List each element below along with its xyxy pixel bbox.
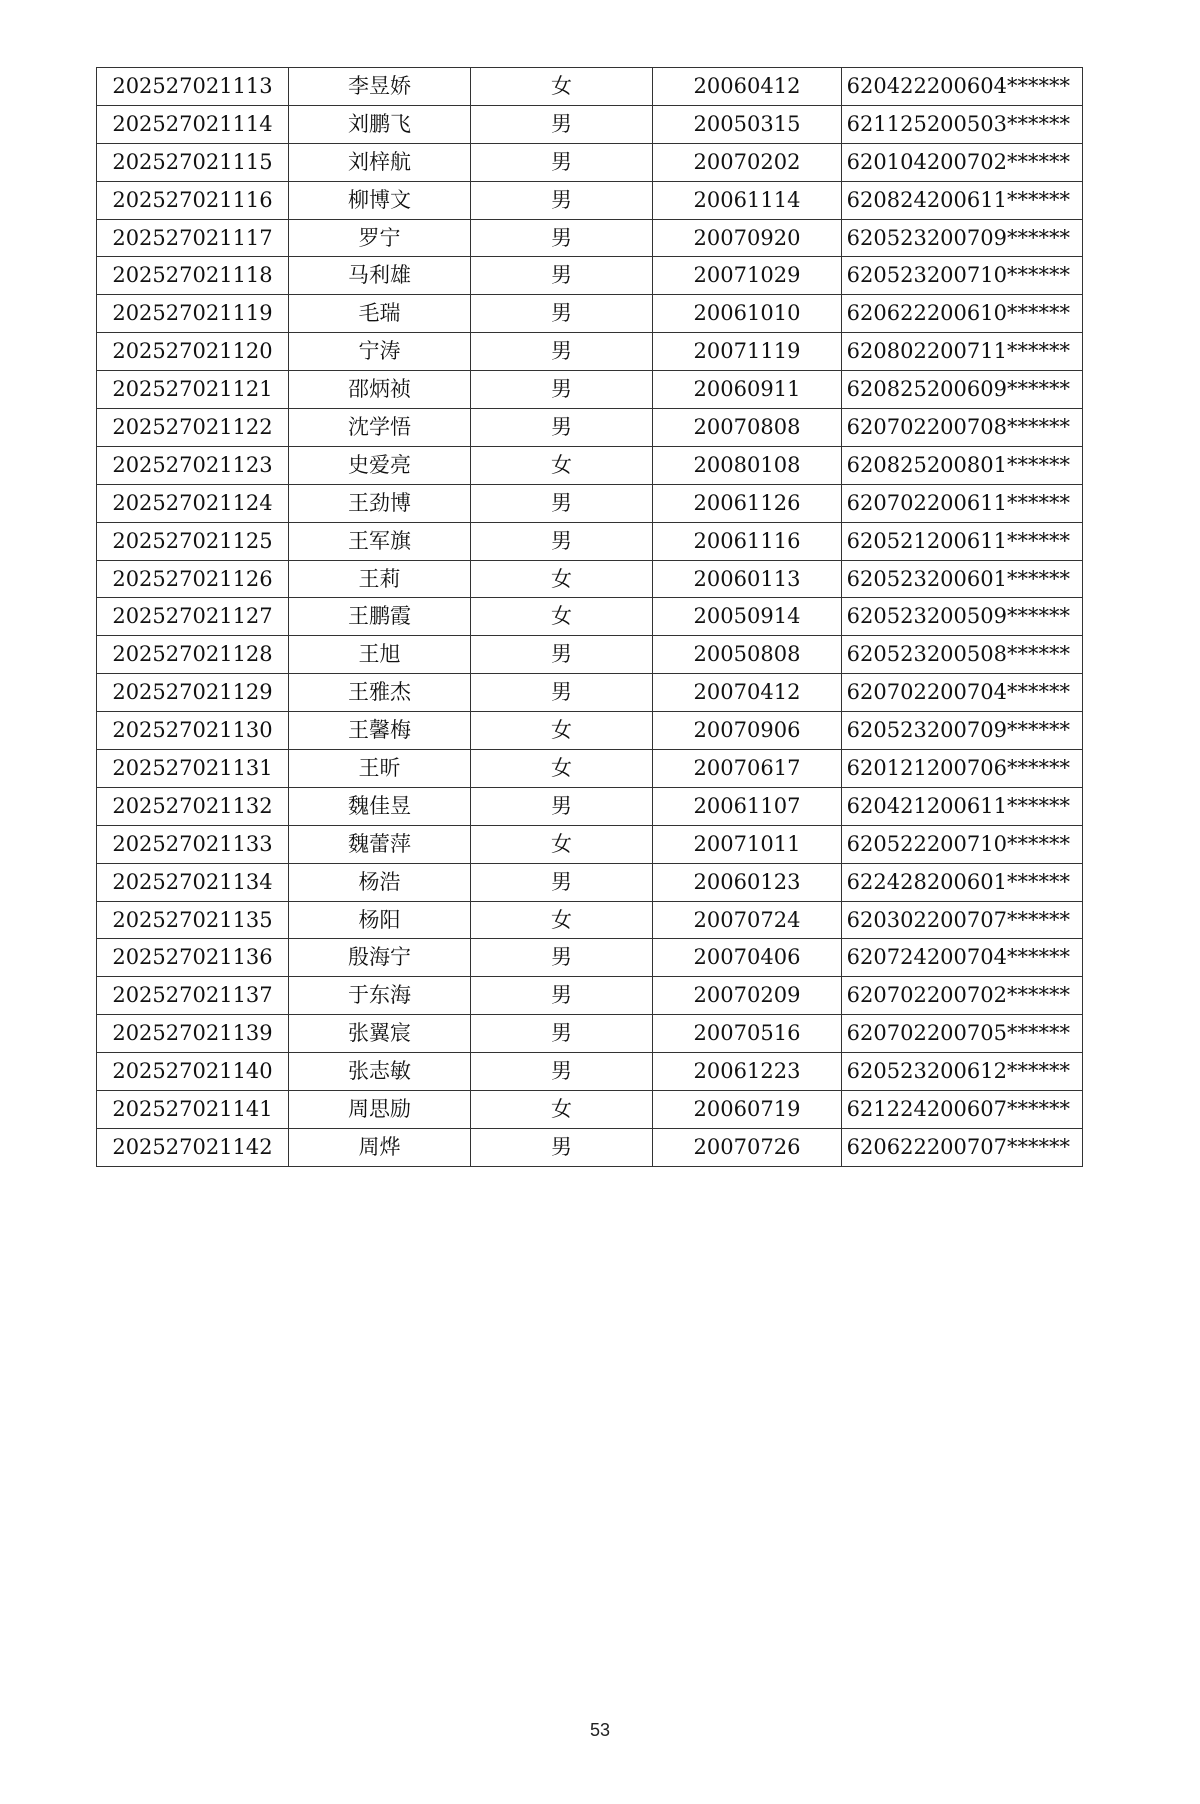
cell-name: 魏蕾萍 (289, 825, 471, 863)
cell-name: 张志敏 (289, 1053, 471, 1091)
table-row (97, 484, 1083, 522)
table-row (97, 787, 1083, 825)
cell-exam-number: 202527021142 (97, 1128, 289, 1166)
cell-exam-number: 202527021124 (97, 484, 289, 522)
cell-id-number: 620702200611****** (842, 484, 1083, 522)
table-row (97, 825, 1083, 863)
cell-birth-date: 20070202 (653, 143, 842, 181)
cell-exam-number: 202527021121 (97, 371, 289, 409)
cell-birth-date: 20050315 (653, 105, 842, 143)
cell-birth-date: 20060123 (653, 863, 842, 901)
cell-gender: 男 (471, 257, 653, 295)
table-row (97, 257, 1083, 295)
cell-id-number: 620523200710****** (842, 257, 1083, 295)
cell-id-number: 620622200610****** (842, 295, 1083, 333)
cell-exam-number: 202527021117 (97, 219, 289, 257)
cell-id-number: 620104200702****** (842, 143, 1083, 181)
cell-name: 马利雄 (289, 257, 471, 295)
cell-id-number: 620702200704****** (842, 674, 1083, 712)
cell-id-number: 620421200611****** (842, 787, 1083, 825)
cell-birth-date: 20060911 (653, 371, 842, 409)
cell-name: 王馨梅 (289, 712, 471, 750)
cell-id-number: 620702200705****** (842, 1015, 1083, 1053)
cell-exam-number: 202527021122 (97, 409, 289, 447)
cell-birth-date: 20060412 (653, 68, 842, 106)
cell-exam-number: 202527021127 (97, 598, 289, 636)
cell-gender: 女 (471, 598, 653, 636)
table-row (97, 863, 1083, 901)
table-row (97, 674, 1083, 712)
table-row (97, 1128, 1083, 1166)
cell-gender: 男 (471, 1128, 653, 1166)
cell-id-number: 620523200508****** (842, 636, 1083, 674)
table-row (97, 181, 1083, 219)
cell-birth-date: 20070906 (653, 712, 842, 750)
roster-table (96, 67, 1083, 1167)
cell-birth-date: 20071029 (653, 257, 842, 295)
cell-gender: 男 (471, 143, 653, 181)
table-row (97, 1091, 1083, 1129)
cell-id-number: 620802200711****** (842, 333, 1083, 371)
table-row (97, 446, 1083, 484)
cell-birth-date: 20071011 (653, 825, 842, 863)
cell-gender: 男 (471, 333, 653, 371)
cell-birth-date: 20070412 (653, 674, 842, 712)
table-row (97, 219, 1083, 257)
cell-id-number: 622428200601****** (842, 863, 1083, 901)
cell-birth-date: 20050808 (653, 636, 842, 674)
cell-id-number: 620523200509****** (842, 598, 1083, 636)
cell-id-number: 620523200709****** (842, 712, 1083, 750)
cell-exam-number: 202527021119 (97, 295, 289, 333)
cell-name: 毛瑞 (289, 295, 471, 333)
cell-exam-number: 202527021137 (97, 977, 289, 1015)
cell-exam-number: 202527021123 (97, 446, 289, 484)
cell-name: 沈学悟 (289, 409, 471, 447)
cell-gender: 男 (471, 522, 653, 560)
table-row (97, 901, 1083, 939)
cell-gender: 男 (471, 636, 653, 674)
cell-exam-number: 202527021125 (97, 522, 289, 560)
cell-birth-date: 20070209 (653, 977, 842, 1015)
cell-birth-date: 20060113 (653, 560, 842, 598)
cell-id-number: 620622200707****** (842, 1128, 1083, 1166)
cell-gender: 男 (471, 977, 653, 1015)
cell-exam-number: 202527021120 (97, 333, 289, 371)
page-number: 53 (589, 1720, 611, 1740)
cell-name: 王军旗 (289, 522, 471, 560)
cell-id-number: 620523200709****** (842, 219, 1083, 257)
cell-id-number: 620422200604****** (842, 68, 1083, 106)
cell-exam-number: 202527021130 (97, 712, 289, 750)
cell-id-number: 620522200710****** (842, 825, 1083, 863)
cell-birth-date: 20070724 (653, 901, 842, 939)
cell-exam-number: 202527021134 (97, 863, 289, 901)
cell-exam-number: 202527021135 (97, 901, 289, 939)
cell-gender: 男 (471, 863, 653, 901)
cell-birth-date: 20070516 (653, 1015, 842, 1053)
cell-id-number: 620825200801****** (842, 446, 1083, 484)
table-row (97, 409, 1083, 447)
cell-gender: 女 (471, 825, 653, 863)
table-row (97, 522, 1083, 560)
roster-table-body (97, 68, 1083, 1167)
cell-name: 王雅杰 (289, 674, 471, 712)
cell-id-number: 620702200708****** (842, 409, 1083, 447)
cell-birth-date: 20071119 (653, 333, 842, 371)
table-row (97, 977, 1083, 1015)
cell-birth-date: 20061223 (653, 1053, 842, 1091)
cell-exam-number: 202527021136 (97, 939, 289, 977)
cell-id-number: 621125200503****** (842, 105, 1083, 143)
cell-birth-date: 20070808 (653, 409, 842, 447)
cell-id-number: 621224200607****** (842, 1091, 1083, 1129)
cell-name: 柳博文 (289, 181, 471, 219)
cell-birth-date: 20070617 (653, 750, 842, 788)
cell-gender: 男 (471, 939, 653, 977)
cell-name: 杨浩 (289, 863, 471, 901)
cell-exam-number: 202527021126 (97, 560, 289, 598)
cell-birth-date: 20070726 (653, 1128, 842, 1166)
cell-id-number: 620521200611****** (842, 522, 1083, 560)
table-row (97, 750, 1083, 788)
cell-name: 王莉 (289, 560, 471, 598)
cell-gender: 女 (471, 560, 653, 598)
cell-exam-number: 202527021128 (97, 636, 289, 674)
table-row (97, 371, 1083, 409)
cell-name: 罗宁 (289, 219, 471, 257)
table-row (97, 333, 1083, 371)
cell-exam-number: 202527021129 (97, 674, 289, 712)
cell-exam-number: 202527021141 (97, 1091, 289, 1129)
cell-exam-number: 202527021114 (97, 105, 289, 143)
cell-name: 史爱亮 (289, 446, 471, 484)
cell-gender: 女 (471, 712, 653, 750)
cell-gender: 男 (471, 105, 653, 143)
cell-gender: 男 (471, 219, 653, 257)
cell-name: 王昕 (289, 750, 471, 788)
cell-id-number: 620825200609****** (842, 371, 1083, 409)
cell-name: 杨阳 (289, 901, 471, 939)
cell-id-number: 620702200702****** (842, 977, 1083, 1015)
cell-birth-date: 20061114 (653, 181, 842, 219)
cell-name: 王鹏霞 (289, 598, 471, 636)
cell-gender: 女 (471, 446, 653, 484)
cell-birth-date: 20070406 (653, 939, 842, 977)
cell-exam-number: 202527021140 (97, 1053, 289, 1091)
cell-gender: 女 (471, 1091, 653, 1129)
cell-name: 宁涛 (289, 333, 471, 371)
table-row (97, 636, 1083, 674)
cell-name: 邵炳祯 (289, 371, 471, 409)
cell-gender: 男 (471, 371, 653, 409)
cell-gender: 男 (471, 1053, 653, 1091)
cell-exam-number: 202527021116 (97, 181, 289, 219)
cell-gender: 女 (471, 750, 653, 788)
cell-birth-date: 20080108 (653, 446, 842, 484)
cell-gender: 男 (471, 787, 653, 825)
cell-gender: 男 (471, 295, 653, 333)
cell-name: 于东海 (289, 977, 471, 1015)
table-row (97, 68, 1083, 106)
cell-birth-date: 20060719 (653, 1091, 842, 1129)
cell-birth-date: 20061107 (653, 787, 842, 825)
cell-name: 魏佳昱 (289, 787, 471, 825)
cell-name: 殷海宁 (289, 939, 471, 977)
cell-id-number: 620302200707****** (842, 901, 1083, 939)
cell-name: 李昱娇 (289, 68, 471, 106)
cell-name: 周思励 (289, 1091, 471, 1129)
cell-id-number: 620824200611****** (842, 181, 1083, 219)
cell-id-number: 620523200601****** (842, 560, 1083, 598)
cell-name: 周烨 (289, 1128, 471, 1166)
cell-exam-number: 202527021139 (97, 1015, 289, 1053)
table-row (97, 598, 1083, 636)
cell-id-number: 620121200706****** (842, 750, 1083, 788)
cell-name: 王旭 (289, 636, 471, 674)
cell-gender: 男 (471, 484, 653, 522)
cell-birth-date: 20070920 (653, 219, 842, 257)
cell-birth-date: 20050914 (653, 598, 842, 636)
cell-birth-date: 20061126 (653, 484, 842, 522)
cell-exam-number: 202527021132 (97, 787, 289, 825)
cell-id-number: 620523200612****** (842, 1053, 1083, 1091)
cell-name: 刘梓航 (289, 143, 471, 181)
cell-gender: 男 (471, 181, 653, 219)
cell-gender: 女 (471, 901, 653, 939)
cell-gender: 男 (471, 1015, 653, 1053)
cell-gender: 男 (471, 674, 653, 712)
table-row (97, 560, 1083, 598)
cell-exam-number: 202527021113 (97, 68, 289, 106)
cell-birth-date: 20061010 (653, 295, 842, 333)
cell-name: 张翼宸 (289, 1015, 471, 1053)
cell-exam-number: 202527021131 (97, 750, 289, 788)
table-row (97, 295, 1083, 333)
table-row (97, 105, 1083, 143)
cell-name: 王劲博 (289, 484, 471, 522)
cell-exam-number: 202527021115 (97, 143, 289, 181)
cell-gender: 女 (471, 68, 653, 106)
table-row (97, 712, 1083, 750)
table-row (97, 939, 1083, 977)
table-row (97, 143, 1083, 181)
cell-exam-number: 202527021118 (97, 257, 289, 295)
cell-name: 刘鹏飞 (289, 105, 471, 143)
cell-birth-date: 20061116 (653, 522, 842, 560)
cell-id-number: 620724200704****** (842, 939, 1083, 977)
table-row (97, 1053, 1083, 1091)
cell-gender: 男 (471, 409, 653, 447)
cell-exam-number: 202527021133 (97, 825, 289, 863)
table-row (97, 1015, 1083, 1053)
